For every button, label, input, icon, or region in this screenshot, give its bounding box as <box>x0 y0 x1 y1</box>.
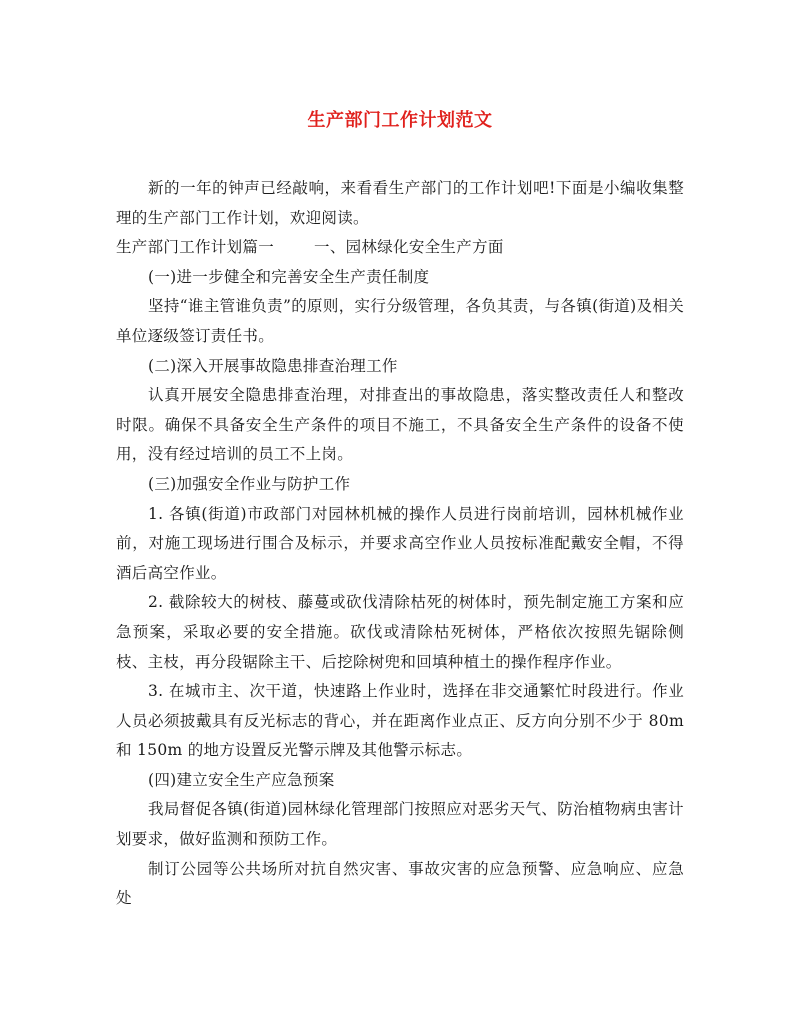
document-page <box>116 108 684 914</box>
section-title: 一、园林绿化安全生产方面 <box>314 238 504 257</box>
list-item-3: 3. 在城市主、次干道，快速路上作业时，选择在非交通繁忙时段进行。作业人员必须披戴具有反光标志的背心，并在距离作业点正、反方向分别不少于 80m 和 150m 的地方设置反光警示牌及其他警示标志。 <box>116 682 684 760</box>
body-paragraph: 坚持“谁主管谁负责”的原则，实行分级管理，各负其责，与各镇(街道)及相关单位逐级签订责任书。 <box>116 297 684 345</box>
intro-paragraph: 新的一年的钟声已经敲响，来看看生产部门的工作计划吧!下面是小编收集整理的生产部门工作计划，欢迎阅读。 <box>116 179 684 227</box>
body-paragraph: 我局督促各镇(街道)园林绿化管理部门按照应对恶劣天气、防治植物病虫害计划要求，做好监测和预防工作。 <box>116 800 684 849</box>
subheading-1: (一)进一步健全和完善安全生产责任制度 <box>148 267 430 286</box>
body-paragraph-continued: 制订公园等公共场所对抗自然灾害、事故灾害的应急预警、应急响应、应急处 <box>116 859 684 908</box>
list-item-2: 2. 截除较大的树枝、藤蔓或砍伐清除枯死的树体时，预先制定施工方案和应急预案，采取必要的安全措施。砍伐或清除枯死树体，严格依次按照先锯除侧枝、主枝，再分段锯除主干、后挖除树兜和回填种植土的操作程序作业。 <box>116 593 684 671</box>
list-item-1: 1. 各镇(街道)市政部门对园林机械的操作人员进行岗前培训，园林机械作业前，对施工现场进行围合及标示，并要求高空作业人员按标准配戴安全帽，不得酒后高空作业。 <box>116 504 684 582</box>
subheading-4: (四)建立安全生产应急预案 <box>148 770 335 789</box>
document-title: 生产部门工作计划范文 <box>307 110 493 131</box>
body-paragraph: 认真开展安全隐患排查治理，对排查出的事故隐患，落实整改责任人和整改时限。确保不具备安全生产条件的项目不施工，不具备安全生产条件的设备不使用，没有经过培训的员工不上岗。 <box>116 386 684 464</box>
document-body <box>116 174 684 914</box>
subheading-3: (三)加强安全作业与防护工作 <box>148 474 351 493</box>
part-heading-line <box>116 233 684 263</box>
part-label: 生产部门工作计划篇一 <box>116 238 275 257</box>
subheading-2: (二)深入开展事故隐患排查治理工作 <box>148 356 398 375</box>
